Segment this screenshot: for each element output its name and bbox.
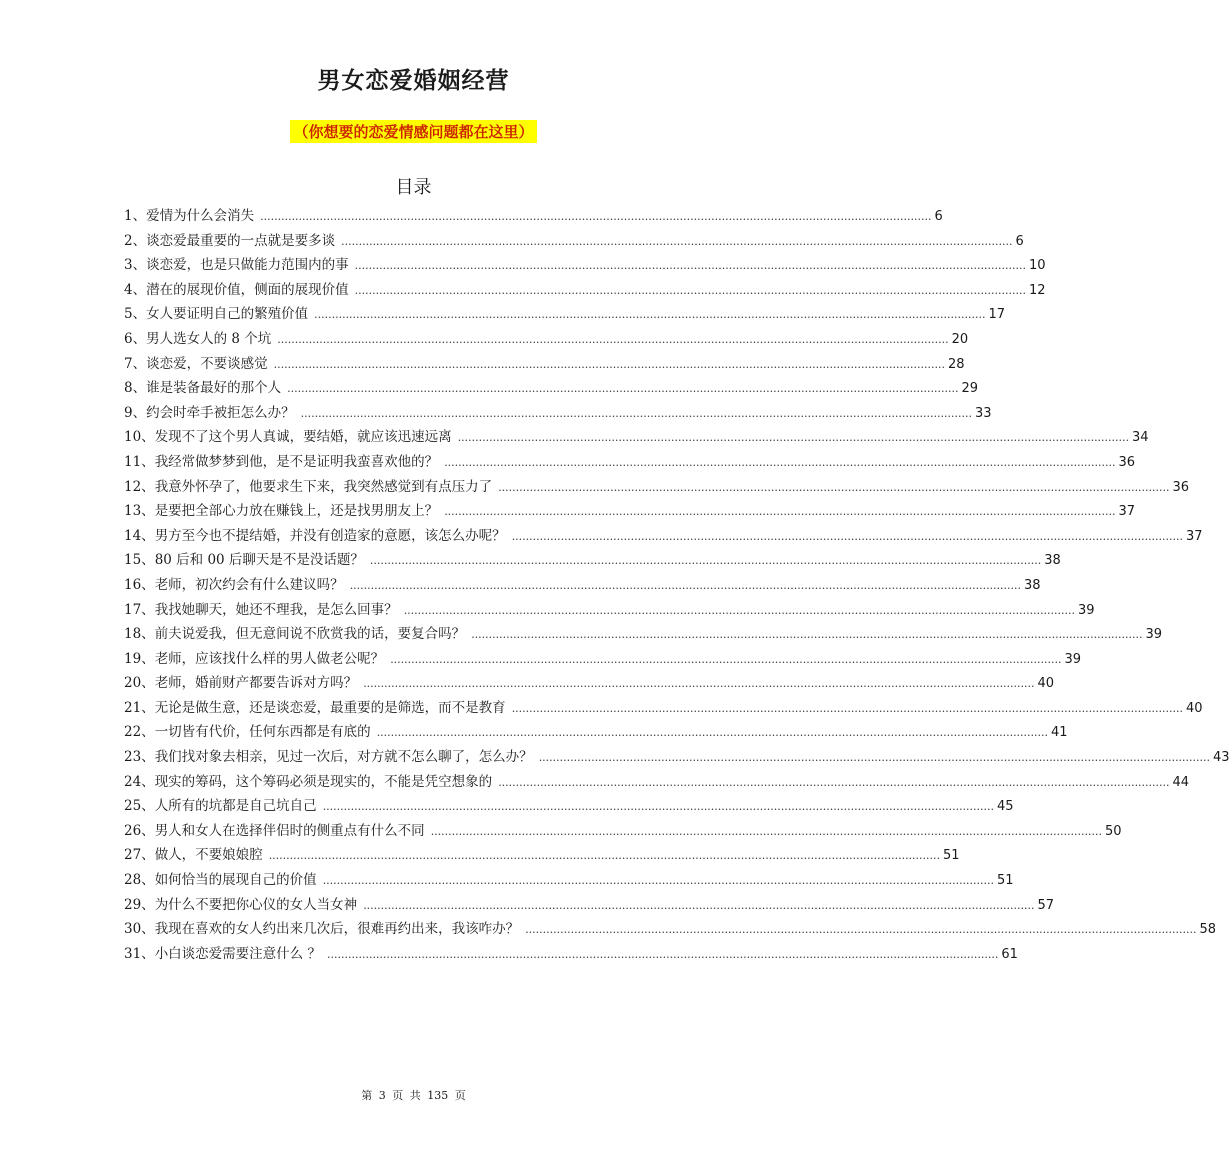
toc-dot-leader	[404, 604, 1075, 617]
toc-entry-title: 我们找对象去相亲，见过一次后，对方就不怎么聊了，怎么办？	[154, 749, 533, 766]
toc-entry-title: 做人，不要娘娘腔	[154, 847, 263, 864]
toc-entry-page: 6	[934, 209, 943, 224]
toc-entry-page: 58	[1199, 922, 1217, 938]
toc-entry-title: 谁是装备最好的那个人	[146, 380, 282, 397]
toc-entry[interactable]	[124, 204, 943, 229]
toc-dot-leader	[277, 333, 948, 346]
toc-entry-title: 男人选女人的 8 个坑	[146, 330, 272, 347]
toc-entry-number: 24、	[124, 773, 155, 790]
toc-entry-title: 人所有的坑都是自己坑自己	[154, 798, 317, 815]
toc-entry-page: 20	[951, 331, 969, 347]
toc-dot-leader	[274, 358, 945, 371]
toc-entry-page: 51	[943, 848, 960, 864]
toc-entry-page: 50	[1105, 823, 1122, 839]
toc-dot-leader	[377, 726, 1048, 739]
toc-entry[interactable]	[124, 745, 1230, 770]
toc-entry-number: 28、	[124, 872, 155, 889]
toc-entry-page: 29	[961, 381, 978, 397]
toc-entry-number: 3、	[124, 257, 147, 274]
toc-entry[interactable]	[124, 376, 978, 401]
toc-entry[interactable]	[124, 843, 960, 868]
toc-entry-title: 发现不了这个男人真诚，要结婚，就应该迅速远离	[154, 429, 452, 446]
toc-entry-title: 老师，初次约会有什么建议吗？	[154, 576, 344, 593]
toc-dot-leader	[363, 899, 1034, 912]
toc-entry[interactable]	[124, 278, 1046, 303]
toc-entry-number: 30、	[124, 921, 155, 938]
toc-entry[interactable]	[124, 450, 1136, 475]
toc-entry-number: 9、	[124, 404, 147, 421]
toc-entry-page: 37	[1186, 528, 1203, 544]
toc-entry[interactable]	[124, 720, 1068, 745]
toc-entry[interactable]	[124, 942, 1018, 967]
toc-entry-number: 16、	[124, 576, 155, 593]
toc-entry-page: 12	[1028, 282, 1046, 298]
toc-entry-title: 小白谈恋爱需要注意什么 ？	[154, 945, 321, 962]
toc-entry-title: 谈恋爱最重要的一点就是要多谈	[146, 232, 336, 249]
toc-dot-leader	[444, 456, 1115, 469]
toc-entry-number: 23、	[124, 749, 155, 766]
toc-entry-page: 36	[1172, 479, 1190, 495]
toc-entry-title: 80 后和 00 后聊天是不是没话题？	[154, 552, 364, 569]
table-of-contents	[124, 204, 1230, 966]
toc-entry[interactable]	[124, 499, 1136, 524]
toc-entry-title: 约会时牵手被拒怎么办？	[146, 404, 295, 421]
toc-entry-page: 61	[1001, 946, 1018, 962]
toc-entry-number: 11、	[124, 453, 155, 470]
toc-entry-page: 6	[1015, 233, 1024, 249]
toc-entry-number: 10、	[124, 429, 155, 446]
toc-entry-number: 29、	[124, 896, 155, 913]
toc-entry-title: 为什么不要把你心仪的女人当女神	[154, 896, 358, 913]
toc-entry-number: 17、	[124, 601, 155, 618]
toc-entry[interactable]	[124, 770, 1190, 795]
toc-entry-page: 43	[1213, 750, 1230, 766]
toc-entry[interactable]	[124, 229, 1024, 254]
toc-entry-number: 4、	[124, 281, 147, 298]
toc-dot-leader	[341, 235, 1012, 248]
toc-entry[interactable]	[124, 598, 1095, 623]
toc-entry-title: 一切皆有代价，任何东西都是有底的	[154, 724, 371, 741]
toc-entry-page: 17	[988, 307, 1005, 323]
toc-entry[interactable]	[124, 622, 1163, 647]
toc-entry[interactable]	[124, 794, 1014, 819]
toc-entry[interactable]	[124, 302, 1005, 327]
document-title: 男女恋爱婚姻经营	[317, 68, 510, 94]
toc-entry-page: 37	[1118, 504, 1136, 520]
toc-entry-page: 33	[974, 405, 992, 421]
toc-entry-number: 31、	[124, 945, 155, 962]
toc-entry-page: 39	[1064, 651, 1082, 667]
toc-entry-page: 40	[1037, 676, 1055, 692]
toc-entry[interactable]	[124, 401, 992, 426]
toc-entry[interactable]	[124, 573, 1041, 598]
toc-entry-title: 谈恋爱，也是只做能力范围内的事	[146, 257, 349, 274]
toc-entry-page: 40	[1186, 700, 1203, 716]
toc-entry-title: 前夫说爱我，但无意间说不欣赏我的话，要复合吗？	[154, 626, 466, 643]
toc-entry-title: 我现在喜欢的女人约出来几次后，很难再约出来，我该咋办？	[154, 921, 520, 938]
toc-entry-title: 如何恰当的展现自己的价值	[154, 872, 317, 889]
toc-entry-number: 26、	[124, 822, 155, 839]
toc-entry-number: 21、	[124, 699, 155, 716]
toc-entry[interactable]	[124, 671, 1055, 696]
toc-dot-leader	[301, 407, 972, 420]
toc-entry-title: 老师，婚前财产都要告诉对方吗？	[154, 675, 358, 692]
toc-dot-leader	[498, 481, 1169, 494]
toc-entry-number: 8、	[124, 380, 147, 397]
toc-entry-page: 44	[1172, 774, 1190, 790]
toc-entry-number: 25、	[124, 798, 155, 815]
toc-dot-leader	[314, 308, 985, 321]
toc-dot-leader	[370, 554, 1041, 567]
toc-entry-page: 41	[1051, 725, 1068, 741]
toc-dot-leader	[539, 751, 1210, 764]
toc-entry-title: 男方至今也不提结婚，并没有创造家的意愿，该怎么办呢？	[154, 527, 506, 544]
toc-entry-page: 28	[947, 356, 965, 372]
toc-entry-number: 14、	[124, 527, 155, 544]
toc-entry-number: 19、	[124, 650, 155, 667]
toc-dot-leader	[355, 259, 1026, 272]
toc-entry-title: 现实的筹码，这个筹码必须是现实的，不能是凭空想象的	[154, 773, 493, 790]
toc-entry-title: 我找她聊天，她还不理我，是怎么回事？	[154, 601, 398, 618]
toc-dot-leader	[471, 628, 1142, 641]
toc-entry-number: 1、	[124, 208, 147, 224]
toc-entry-page: 57	[1037, 897, 1055, 913]
toc-dot-leader	[444, 505, 1115, 518]
toc-entry[interactable]	[124, 647, 1082, 672]
toc-dot-leader	[323, 800, 994, 813]
toc-dot-leader	[498, 776, 1169, 789]
toc-dot-leader	[512, 702, 1183, 715]
toc-entry-number: 12、	[124, 478, 155, 495]
toc-entry-page: 36	[1118, 454, 1136, 470]
toc-entry[interactable]	[124, 893, 1055, 918]
toc-heading: 目录	[395, 177, 432, 198]
toc-dot-leader	[355, 284, 1026, 297]
toc-entry-page: 10	[1028, 258, 1046, 274]
toc-entry-title: 是要把全部心力放在赚钱上，还是找男朋友上？	[154, 503, 439, 520]
toc-entry-title: 谈恋爱，不要谈感觉	[146, 355, 268, 372]
toc-entry-number: 15、	[124, 552, 155, 569]
toc-entry[interactable]	[124, 696, 1203, 721]
toc-dot-leader	[350, 579, 1021, 592]
toc-dot-leader	[287, 382, 958, 395]
toc-entry-number: 7、	[124, 355, 147, 372]
toc-dot-leader	[458, 431, 1129, 444]
toc-entry-title: 我意外怀孕了，他要求生下来，我突然感觉到有点压力了	[154, 478, 493, 495]
toc-dot-leader	[431, 825, 1102, 838]
toc-entry-number: 13、	[124, 503, 155, 520]
toc-dot-leader	[323, 874, 994, 887]
toc-dot-leader	[327, 948, 998, 961]
toc-entry-page: 38	[1024, 577, 1041, 593]
toc-dot-leader	[390, 653, 1061, 666]
toc-entry-number: 20、	[124, 675, 155, 692]
page-footer: 第 3 页 共 135 页	[361, 1089, 466, 1102]
toc-entry-title: 爱情为什么会消失	[146, 208, 255, 224]
toc-entry-number: 6、	[124, 330, 147, 347]
toc-entry-number: 22、	[124, 724, 155, 741]
toc-entry-number: 5、	[124, 306, 147, 323]
toc-entry-title: 无论是做生意，还是谈恋爱，最重要的是筛选，而不是教育	[154, 699, 506, 716]
toc-dot-leader	[269, 849, 940, 862]
toc-entry[interactable]	[124, 819, 1122, 844]
toc-entry[interactable]	[124, 524, 1203, 549]
toc-dot-leader	[525, 923, 1196, 936]
toc-entry-title: 我经常做梦梦到他，是不是证明我蛮喜欢他的？	[154, 453, 439, 470]
toc-dot-leader	[363, 677, 1034, 690]
toc-entry-page: 39	[1078, 602, 1095, 618]
toc-entry-page: 45	[997, 799, 1014, 815]
toc-entry-title: 男人和女人在选择伴侣时的侧重点有什么不同	[154, 822, 425, 839]
toc-dot-leader	[260, 210, 931, 223]
toc-entry[interactable]	[124, 917, 1217, 942]
toc-entry[interactable]	[124, 327, 969, 352]
toc-entry-number: 27、	[124, 847, 155, 864]
subtitle-container	[0, 120, 827, 143]
toc-entry[interactable]	[124, 548, 1061, 573]
toc-entry-number: 18、	[124, 626, 155, 643]
toc-entry-page: 34	[1132, 430, 1149, 446]
toc-entry[interactable]	[124, 868, 1014, 893]
toc-entry-number: 2、	[124, 232, 147, 249]
toc-entry[interactable]	[124, 475, 1190, 500]
toc-entry-title: 老师，应该找什么样的男人做老公呢？	[154, 650, 385, 667]
toc-entry-title: 潜在的展现价值，侧面的展现价值	[146, 281, 349, 298]
toc-entry[interactable]	[124, 253, 1046, 278]
toc-entry-title: 女人要证明自己的繁殖价值	[146, 306, 309, 323]
toc-entry-page: 51	[997, 873, 1014, 889]
toc-entry[interactable]	[124, 425, 1149, 450]
toc-entry-page: 39	[1145, 627, 1163, 643]
document-subtitle: （你想要的恋爱情感问题都在这里）	[290, 120, 536, 143]
toc-dot-leader	[512, 530, 1183, 543]
toc-entry[interactable]	[124, 352, 965, 377]
toc-entry-page: 38	[1044, 553, 1061, 569]
